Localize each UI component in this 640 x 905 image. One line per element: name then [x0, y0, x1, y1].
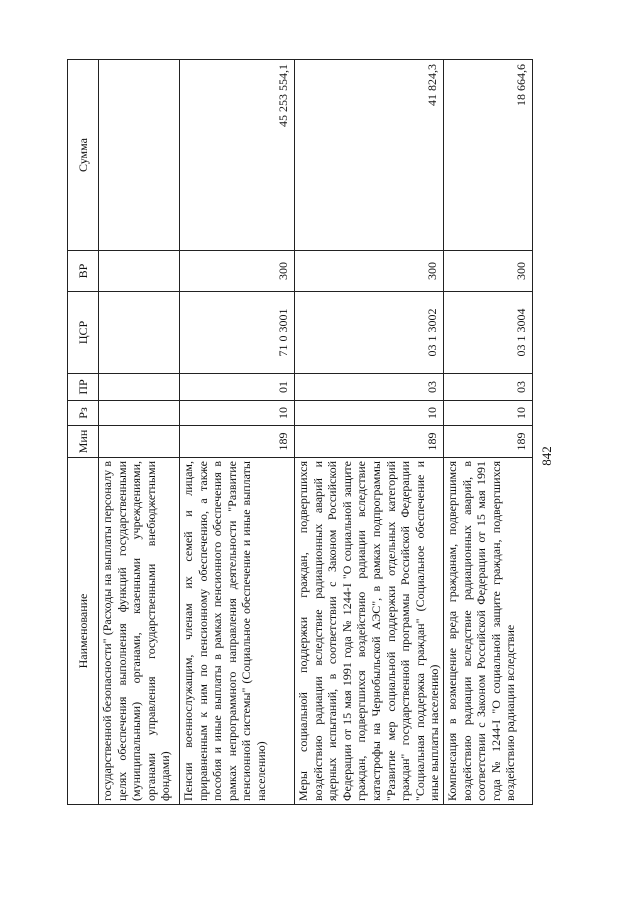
row-pr: 01	[180, 374, 295, 401]
row-rz	[99, 401, 180, 426]
row-vr: 300	[180, 251, 295, 292]
header-sum: Сумма	[68, 60, 99, 251]
row-csr: 71 0 3001	[180, 292, 295, 374]
header-rz: Рз	[68, 401, 99, 426]
header-min: Мин	[68, 426, 99, 458]
page-number	[539, 441, 555, 471]
table-row	[443, 60, 532, 805]
row-min: 189	[443, 426, 532, 458]
row-vr	[99, 251, 180, 292]
row-rz: 10	[295, 401, 444, 426]
budget-table	[67, 59, 533, 805]
table-row	[99, 60, 180, 805]
row-pr: 03	[443, 374, 532, 401]
header-pr: ПР	[68, 374, 99, 401]
page-number-text: 842	[539, 446, 554, 466]
row-min	[99, 426, 180, 458]
header-vr: ВР	[68, 251, 99, 292]
row-name: государственной безопасности" (Расходы на выплаты персоналу в целях обеспечения выполнения функций государственными (муниципальными) органами, казенными учреждениями, органами управления государственными внебюджетными фондами)	[99, 458, 180, 805]
row-min: 189	[295, 426, 444, 458]
row-csr: 03 1 3004	[443, 292, 532, 374]
rotated-table-page	[67, 60, 531, 805]
header-name: Наименование	[68, 458, 99, 805]
row-sum	[99, 60, 180, 251]
row-name: Компенсация в возмещение вреда гражданам, подвергшимся воздействию радиации вследствие радиационных аварий, в соответствии с Законом Российской Федерации от 15 мая 1991 года № 1244-I "О социальной защите граждан, подвергшихся воздействию радиации вследствие	[443, 458, 532, 805]
row-csr: 03 1 3002	[295, 292, 444, 374]
row-min: 189	[180, 426, 295, 458]
row-rz: 10	[180, 401, 295, 426]
row-vr: 300	[443, 251, 532, 292]
row-rz: 10	[443, 401, 532, 426]
row-name: Пенсии военнослужащим, членам их семей и лицам, приравненным к ним по пенсионному обеспечению, а также пособия и иные выплаты в рамках пенсионного обеспечения в рамках непрограммного направления деятельности "Развитие пенсионной системы" (Социальное обеспечение и иные выплаты населению)	[180, 458, 295, 805]
table-row	[180, 60, 295, 805]
row-csr	[99, 292, 180, 374]
header-csr: ЦСР	[68, 292, 99, 374]
table-row	[295, 60, 444, 805]
row-pr	[99, 374, 180, 401]
row-sum: 18 664,6	[443, 60, 532, 251]
row-sum: 45 253 554,1	[180, 60, 295, 251]
row-name: Меры социальной поддержки граждан, подвергшихся воздействию радиации вследствие радиационных аварий и ядерных испытаний, в соответствии с Законом Российской Федерации от 15 мая 1991 года № 1244-I "О социальной защите граждан, подвергшихся воздействию радиации вследствие катастрофы на Чернобыльской АЭС", в рамках подпрограммы "Развитие мер социальной поддержки отдельных категорий граждан" государственной программы Российской Федерации "Социальная поддержка граждан" (Социальное обеспечение и иные выплаты населению)	[295, 458, 444, 805]
row-pr: 03	[295, 374, 444, 401]
table-header-row	[68, 60, 99, 805]
row-vr: 300	[295, 251, 444, 292]
row-sum: 41 824,3	[295, 60, 444, 251]
